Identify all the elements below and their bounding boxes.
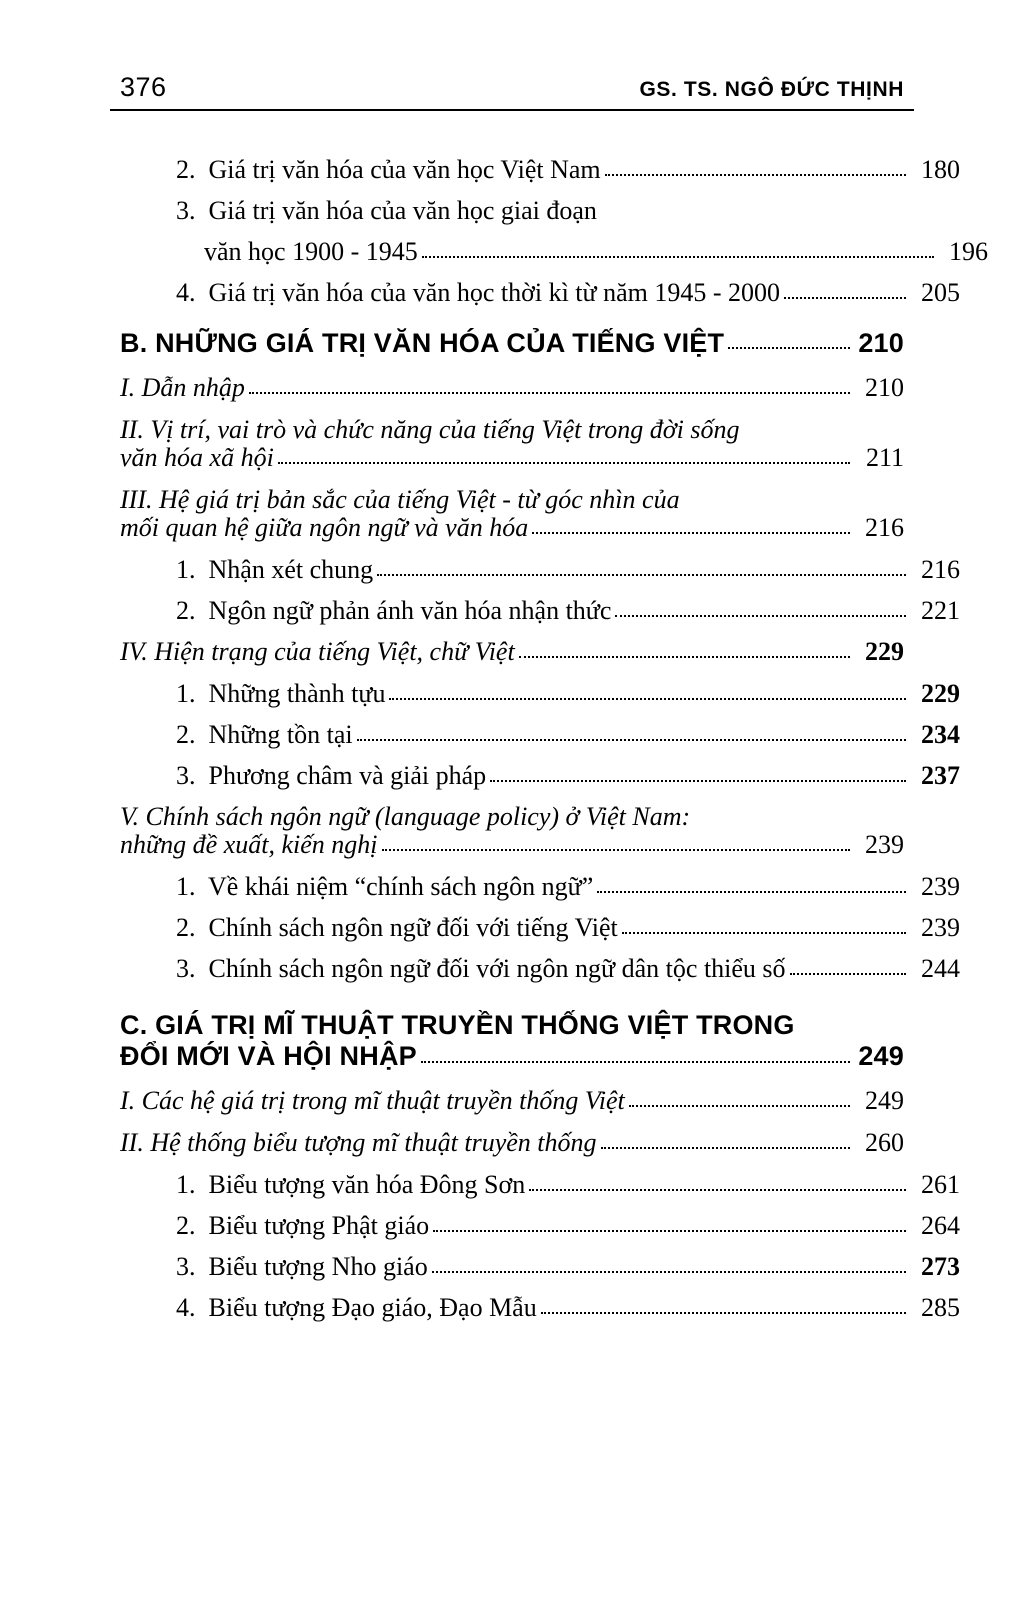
toc-entry-title: văn học 1900 - 1945 <box>204 237 418 266</box>
toc-entry-title: 1. Nhận xét chung <box>176 555 374 584</box>
toc-entry-page: 249 <box>865 1086 904 1115</box>
toc-leader-dots <box>389 697 906 700</box>
toc-entry-title: I. Các hệ giá trị trong mĩ thuật truyền thống Việt <box>120 1086 625 1115</box>
toc-entry-title: III. Hệ giá trị bản sắc của tiếng Việt - từ góc nhìn của <box>120 485 680 514</box>
toc-entry-page: 205 <box>921 278 960 307</box>
toc-leader-dots <box>433 1229 906 1232</box>
toc-entry-page: 264 <box>921 1211 960 1240</box>
toc-entry-title: 2. Biểu tượng Phật giáo <box>176 1211 430 1240</box>
toc-entry-page: 239 <box>921 913 960 942</box>
toc-entry[interactable] <box>120 513 904 543</box>
toc-entry-title: 1. Biểu tượng văn hóa Đông Sơn <box>176 1170 526 1199</box>
toc-entry[interactable] <box>120 155 960 185</box>
toc-entry-page: 239 <box>865 830 904 859</box>
toc-entry[interactable] <box>120 913 960 943</box>
toc-leader-dots <box>421 1060 850 1063</box>
toc-entry-page: 221 <box>921 596 960 625</box>
toc-entry[interactable] <box>120 415 904 445</box>
toc-leader-dots <box>529 1188 906 1191</box>
toc-entry-title: 2. Những tồn tại <box>176 720 353 749</box>
toc-entry-title: B. NHỮNG GIÁ TRỊ VĂN HÓA CỦA TIẾNG VIỆT <box>120 328 725 358</box>
toc-entry[interactable] <box>120 1086 904 1116</box>
toc-entry-title: 4. Biểu tượng Đạo giáo, Đạo Mẫu <box>176 1293 537 1322</box>
toc-leader-dots <box>743 435 850 436</box>
toc-entry[interactable] <box>120 373 904 403</box>
toc-leader-dots <box>357 738 906 741</box>
toc-leader-dots <box>790 972 906 975</box>
toc-entry[interactable] <box>120 1041 904 1072</box>
toc-entry-page: 210 <box>858 328 904 358</box>
toc-entry[interactable] <box>120 802 904 832</box>
toc-leader-dots <box>490 779 906 782</box>
toc-leader-dots <box>382 848 850 851</box>
toc-leader-dots <box>799 1030 850 1031</box>
toc-entry-title: II. Vị trí, vai trò và chức năng của tiếng Việt trong đời sống <box>120 415 740 444</box>
toc-entry[interactable] <box>120 1252 960 1282</box>
toc-entry[interactable] <box>120 1293 960 1323</box>
toc-entry[interactable] <box>120 872 960 902</box>
toc-leader-dots <box>605 173 906 176</box>
toc-entry-title: 1. Về khái niệm “chính sách ngôn ngữ” <box>176 872 594 901</box>
toc-entry-title: I. Dẫn nhập <box>120 373 245 402</box>
page-number: 376 <box>120 72 167 102</box>
toc-entry[interactable] <box>120 1211 960 1241</box>
toc-entry-title: 4. Giá trị văn hóa của văn học thời kì từ năm 1945 - 2000 <box>176 278 781 307</box>
toc-leader-dots <box>432 1270 906 1273</box>
toc-leader-dots <box>601 216 906 217</box>
toc-entry[interactable] <box>120 637 904 667</box>
toc-entry-page: 234 <box>921 720 960 749</box>
toc-entry-page: 210 <box>865 373 904 402</box>
toc-entry-title: văn hóa xã hội <box>120 443 274 472</box>
toc-entry[interactable] <box>120 443 904 473</box>
toc-entry[interactable] <box>120 196 960 226</box>
toc-entry[interactable] <box>120 1010 904 1041</box>
toc-entry-page: 229 <box>921 679 960 708</box>
toc-leader-dots <box>615 614 906 617</box>
running-head <box>110 72 914 111</box>
toc-entry-title: C. GIÁ TRỊ MĨ THUẬT TRUYỀN THỐNG VIỆT TRONG <box>120 1010 795 1040</box>
toc-entry-page: 216 <box>865 513 904 542</box>
toc-entry-page: 196 <box>949 237 988 266</box>
toc-leader-dots <box>541 1311 906 1314</box>
toc-entry[interactable] <box>120 1128 904 1158</box>
toc-entry-title: ĐỔI MỚI VÀ HỘI NHẬP <box>120 1041 417 1071</box>
toc-entry-page: 239 <box>921 872 960 901</box>
toc-entry-title: V. Chính sách ngôn ngữ (language policy) ở Việt Nam: <box>120 802 691 831</box>
toc-leader-dots <box>622 931 906 934</box>
toc-leader-dots <box>249 391 850 394</box>
toc-leader-dots <box>694 822 850 823</box>
toc-entry-title: IV. Hiện trạng của tiếng Việt, chữ Việt <box>120 637 515 666</box>
toc-leader-dots <box>601 1146 851 1149</box>
toc-leader-dots <box>597 890 906 893</box>
toc-entry[interactable] <box>120 679 960 709</box>
running-head-author: GS. TS. NGÔ ĐỨC THỊNH <box>639 78 904 101</box>
toc-entry-page: 273 <box>921 1252 960 1281</box>
toc-entry[interactable] <box>120 954 960 984</box>
toc-entry[interactable] <box>120 830 904 860</box>
toc-entry-title: 2. Ngôn ngữ phản ánh văn hóa nhận thức <box>176 596 612 625</box>
toc-entry[interactable] <box>120 596 960 626</box>
toc-leader-dots <box>728 346 850 349</box>
toc-entry-title: 3. Biểu tượng Nho giáo <box>176 1252 428 1281</box>
toc-entry-title: những đề xuất, kiến nghị <box>120 830 378 859</box>
toc-entry-title: mối quan hệ giữa ngôn ngữ và văn hóa <box>120 513 529 542</box>
toc-entry[interactable] <box>120 720 960 750</box>
toc-entry-page: 229 <box>865 637 904 666</box>
toc-entry-title: II. Hệ thống biểu tượng mĩ thuật truyền thống <box>120 1128 597 1157</box>
toc-entry[interactable] <box>120 485 904 515</box>
toc-entry-page: 249 <box>858 1041 904 1071</box>
toc-leader-dots <box>532 531 850 534</box>
toc-entry[interactable] <box>120 1170 960 1200</box>
toc-entry[interactable] <box>120 237 988 267</box>
toc-entry-page: 180 <box>921 155 960 184</box>
toc-leader-dots <box>278 461 850 464</box>
toc-entry[interactable] <box>120 278 960 308</box>
toc-entry-page: 237 <box>921 761 960 790</box>
toc-entry-title: 2. Giá trị văn hóa của văn học Việt Nam <box>176 155 601 184</box>
toc-leader-dots <box>784 296 906 299</box>
toc-leader-dots <box>422 255 934 258</box>
toc-entry-title: 3. Phương châm và giải pháp <box>176 761 487 790</box>
toc-leader-dots <box>629 1104 850 1107</box>
toc-entry-title: 3. Chính sách ngôn ngữ đối với ngôn ngữ dân tộc thiểu số <box>176 954 786 983</box>
toc-entry-page: 285 <box>921 1293 960 1322</box>
toc-entry-title: 1. Những thành tựu <box>176 679 386 708</box>
toc-entry-title: 2. Chính sách ngôn ngữ đối với tiếng Việt <box>176 913 618 942</box>
toc-entry[interactable] <box>120 555 960 585</box>
toc-entry-title: 3. Giá trị văn hóa của văn học giai đoạn <box>176 196 597 225</box>
toc-leader-dots <box>684 505 850 506</box>
toc-entry-page: 216 <box>921 555 960 584</box>
toc-entry-page: 244 <box>921 954 960 983</box>
toc-entry[interactable] <box>120 328 904 359</box>
toc-entry-page: 260 <box>865 1128 904 1157</box>
toc-entry-page: 211 <box>865 443 904 472</box>
toc-entry-page: 261 <box>921 1170 960 1199</box>
toc-leader-dots <box>377 573 906 576</box>
toc-entry[interactable] <box>120 761 960 791</box>
table-of-contents <box>110 155 988 1323</box>
toc-leader-dots <box>519 655 850 658</box>
